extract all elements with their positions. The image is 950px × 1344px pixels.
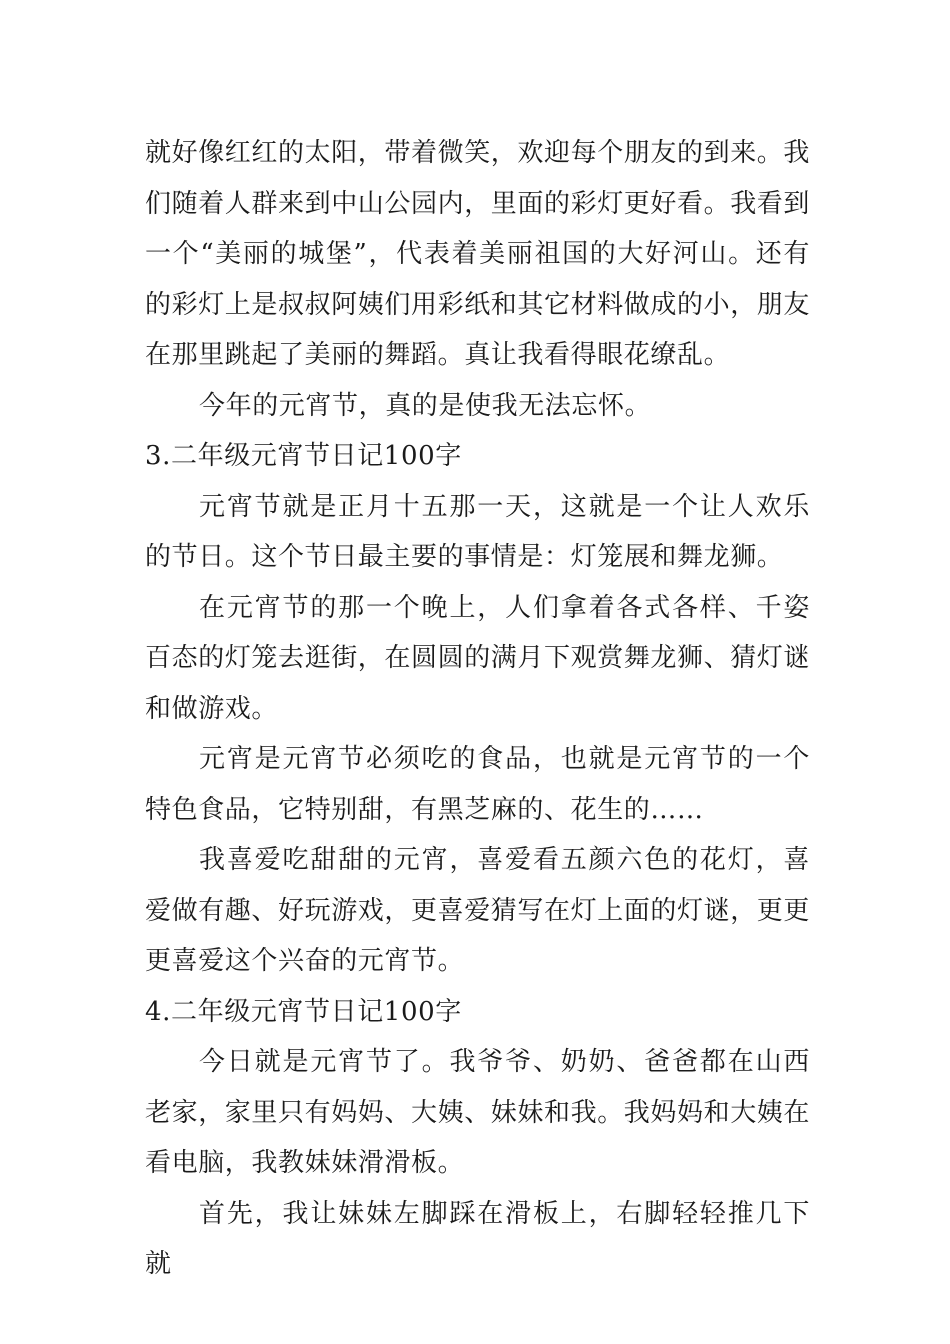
section-heading: 4.二年级元宵节日记100字 <box>145 996 462 1027</box>
document-body <box>145 128 810 1290</box>
paragraph: 就好像红红的太阳，带着微笑，欢迎每个朋友的到来。我们随着人群来到中山公园内，里面的彩灯更好看。我看到一个“美丽的城堡”，代表着美丽祖国的大好河山。还有的彩灯上是叔叔阿姨们用彩纸和其它材料做成的小，朋友在那里跳起了美丽的舞蹈。真让我看得眼花缭乱。 <box>145 138 811 370</box>
paragraph: 首先，我让妹妹左脚踩在滑板上，右脚轻轻推几下就 <box>145 1198 810 1279</box>
section-heading: 3.二年级元宵节日记100字 <box>145 441 462 471</box>
paragraph: 今日就是元宵节了。我爷爷、奶奶、爸爸都在山西老家，家里只有妈妈、大姨、妹妹和我。我妈妈和大姨在看电脑，我教妹妹滑滑板。 <box>145 1047 811 1178</box>
paragraph: 元宵是元宵节必须吃的食品，也就是元宵节的一个特色食品，它特别甜，有黑芝麻的、花生的…… <box>145 744 810 825</box>
paragraph: 我喜爱吃甜甜的元宵，喜爱看五颜六色的花灯，喜爱做有趣、好玩游戏，更喜爱猜写在灯上面的灯谜，更更更喜爱这个兴奋的元宵节。 <box>145 845 811 976</box>
paragraph: 在元宵节的那一个晚上，人们拿着各式各样、千姿百态的灯笼去逛街，在圆圆的满月下观赏舞龙狮、猜灯谜和做游戏。 <box>145 592 811 724</box>
paragraph: 今年的元宵节，真的是使我无法忘怀。 <box>199 390 652 421</box>
paragraph: 元宵节就是正月十五那一天，这就是一个让人欢乐的节日。这个节日最主要的事情是：灯笼展和舞龙狮。 <box>145 491 810 572</box>
